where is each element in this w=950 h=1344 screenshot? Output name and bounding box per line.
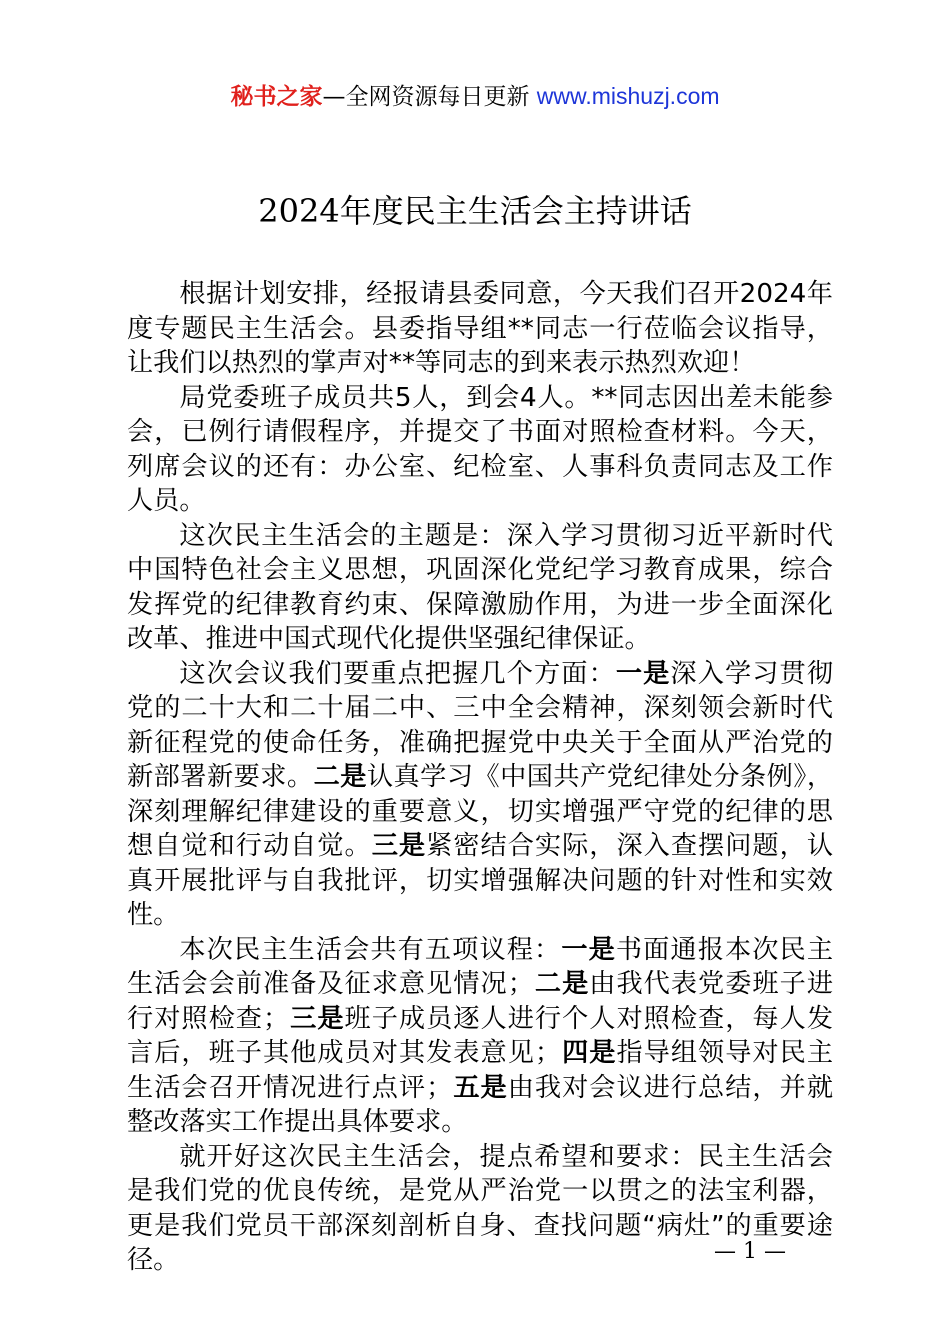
focus-marker-1: 一是 — [615, 658, 671, 689]
focus-item-2: 认真学习《中国共产党纪律处分条例》，深刻理解纪律建设的重要意义，切实增强严守党的纪律的思想自觉和行动自觉。 — [127, 762, 834, 861]
document-body — [127, 277, 833, 1278]
agenda-item-1: 书面通报本次民主生活会会前准备及征求意见情况； — [127, 934, 834, 999]
agenda-item-5: 由我对会议进行总结，并就整改落实工作提出具体要求。 — [127, 1072, 834, 1137]
agenda-marker-2: 二是 — [533, 969, 590, 999]
paragraph-requirements: 就开好这次民主生活会，提点希望和要求：民主生活会是我们党的优良传统，是党从严治党一以贯之的法宝利器，更是我们党员干部深刻剖析自身、查找问题“病灶”的重要途径。 — [127, 1141, 833, 1275]
agenda-marker-1: 一是 — [561, 934, 616, 965]
agenda-marker-4: 四是 — [561, 1038, 617, 1068]
focus-intro: 这次会议我们要重点把握几个方面： — [179, 658, 616, 689]
agenda-intro: 本次民主生活会共有五项议程： — [179, 934, 562, 965]
agenda-marker-5: 五是 — [452, 1072, 508, 1103]
paragraph-agenda — [127, 933, 833, 1140]
focus-marker-2: 二是 — [313, 762, 367, 792]
document-title: 2024年度民主生活会主持讲话 — [258, 192, 692, 230]
agenda-item-4: 指导组领导对民主生活会召开情况进行点评； — [127, 1038, 834, 1103]
site-brand: 秘书之家 — [230, 84, 323, 110]
agenda-marker-3: 三是 — [289, 1003, 345, 1034]
paragraph-attendance: 局党委班子成员共5人，到会4人。**同志因出差未能参会，已例行请假程序，并提交了书面对照检查材料。今天，列席会议的还有：办公室、纪检室、人事科负责同志及工作人员。 — [127, 382, 833, 516]
focus-item-1: 深入学习贯彻党的二十大和二十届二中、三中全会精神，深刻领会新时代新征程党的使命任务，准确把握党中央关于全面从严治党的新部署新要求。 — [127, 658, 834, 792]
site-header — [0, 78, 950, 115]
agenda-item-2: 由我代表党委班子进行对照检查； — [127, 969, 834, 1034]
site-tagline: —全网资源每日更新 — [322, 84, 537, 110]
site-url-link[interactable]: www.mishuzj.com — [536, 83, 720, 109]
agenda-item-3: 班子成员逐人进行个人对照检查，每人发言后，班子其他成员对其发表意见； — [127, 1003, 834, 1068]
page-number: — 1 — — [714, 1239, 786, 1264]
focus-marker-3: 三是 — [371, 831, 427, 861]
paragraph-opening: 根据计划安排，经报请县委同意，今天我们召开2024年度专题民主生活会。县委指导组**同志一行莅临会议指导，让我们以热烈的掌声对**等同志的到来表示热烈欢迎！ — [127, 279, 833, 378]
focus-item-3: 紧密结合实际，深入查摆问题，认真开展批评与自我批评，切实增强解决问题的针对性和实效性。 — [127, 831, 834, 930]
paragraph-focus-points — [127, 657, 833, 933]
paragraph-theme: 这次民主生活会的主题是：深入学习贯彻习近平新时代中国特色社会主义思想，巩固深化党纪学习教育成果，综合发挥党的纪律教育约束、保障激励作用，为进一步全面深化改革、推进中国式现代化提供坚强纪律保证。 — [127, 520, 833, 654]
